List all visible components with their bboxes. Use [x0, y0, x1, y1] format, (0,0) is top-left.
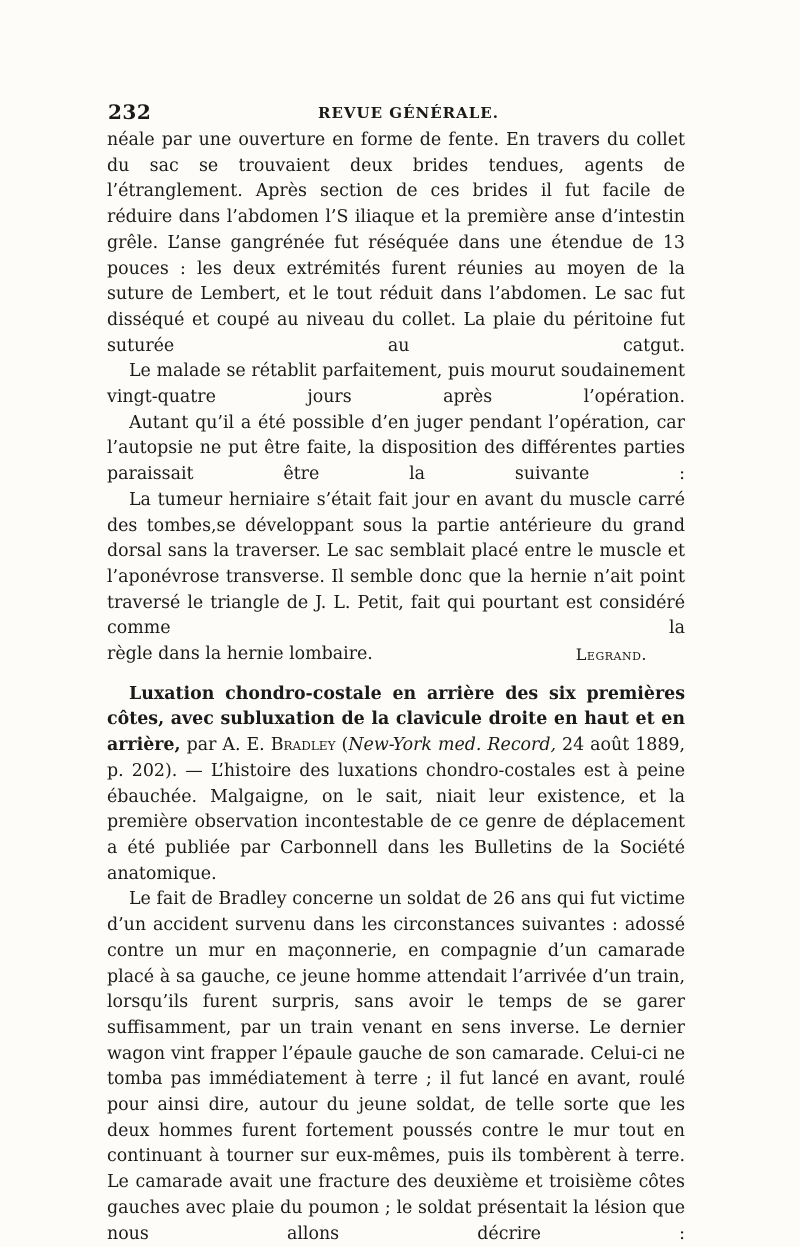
- signature-line: [107, 642, 685, 668]
- paragraph-recovery: Le malade se rétablit parfaitement, puis mourut soudainement vingt-quatre jours après l’opération.: [107, 361, 685, 408]
- article-by: par A. E.: [186, 735, 265, 756]
- article-intro: Luxation chondro-costale en arrière des six premières côtes, avec subluxation de la clavicule droite en haut et en arrière, par A. E. Bradley (New-York med. Record, 24 août 1889, p. 202). — L’histoire des luxations chondro-costales est à peine ébauchée. Malgaigne, on le sait, niait leur existence, et la première observation incontestable de ce genre de déplacement a été publiée par Carbonnell dans les Bulletins de la Société anatomique.: [107, 683, 686, 884]
- page-number: 232: [108, 100, 152, 124]
- paragraph-tumeur: [107, 488, 685, 642]
- paragraph-tumeur-text: La tumeur herniaire s’était fait jour en avant du muscle carré des tombes,se développant sous la partie antérieure du grand dorsal sans la traverser. Le sac semblait placé entre le muscle et l’aponévrose transverse. Il semble donc que la hernie n’ait point traversé le triangle de J. L. Petit, fait qui pourtant est considéré comme la: [107, 489, 685, 639]
- author-signature: Legrand.: [575, 645, 647, 665]
- paragraph-bradley-case: Le fait de Bradley concerne un soldat de 26 ans qui fut victime d’un accident survenu dans les circonstances suivantes : adossé contre un mur en maçonnerie, en compagnie d’un camarade placé à sa gauche, ce jeune homme attendait l’arrivée d’un train, lorsqu’ils furent surpris, sans avoir le temps de se garer suffisamment, par un train venant en sens inverse. Le dernier wagon vint frapper l’épaule gauche de son camarade. Celui-ci ne tomba pas immédiatement à terre ; il fut lancé en avant, roulé pour ainsi dire, autour du jeune soldat, de telle sorte que les deux hommes furent fortement poussés contre le mur tout en continuant à tourner sur eux-mêmes, puis ils tombèrent à terre. Le camarade avait une fracture des deuxième et troisième côtes gauches avec plaie du poumon ; le soldat présentait la lésion que nous allons décrire :: [107, 889, 685, 1244]
- article-source: New-York med. Record,: [348, 735, 557, 756]
- body-text: [107, 128, 685, 1247]
- paragraph-continuation: néale par une ouverture en forme de fente. En travers du collet du sac se trouvaient deux brides tendues, agents de l’étranglement. Après section de ces brides il fut facile de réduire dans l’abdomen l’S iliaque et la première anse d’intestin grêle. L’anse gangrénée fut réséquée dans une étendue de 13 pouces : les deux extrémités furent réunies au moyen de la suture de Lembert, et le tout réduit dans l’abdomen. Le sac fut disséqué et coupé au niveau du collet. La plaie du péritoine fut suturée au catgut.: [107, 130, 685, 356]
- paragraph-autopsy: Autant qu’il a été possible d’en juger pendant l’opération, car l’autopsie ne put être faite, la disposition des différentes parties paraissait être la suivante :: [107, 412, 685, 485]
- article-title: Luxation chondro-costale en arrière des six premières côtes, avec subluxation de la clavicule droite en haut et en arrière,: [107, 683, 685, 756]
- article-citation: 24 août 1889, p. 202). —: [107, 735, 686, 781]
- running-title: REVUE GÉNÉRALE.: [318, 104, 499, 122]
- article-intro-rest: L’histoire des luxations chondro-costales est à peine ébauchée. Malgaigne, on le sait, niait leur existence, et la première observation incontestable de ce genre de déplacement a été publiée par Carbonnell dans les Bulletins de la Société anatomique.: [107, 760, 685, 884]
- page-header: [108, 100, 688, 126]
- paragraph-tumeur-end: règle dans la hernie lombaire.: [107, 644, 373, 665]
- article-author: Bradley: [270, 735, 336, 756]
